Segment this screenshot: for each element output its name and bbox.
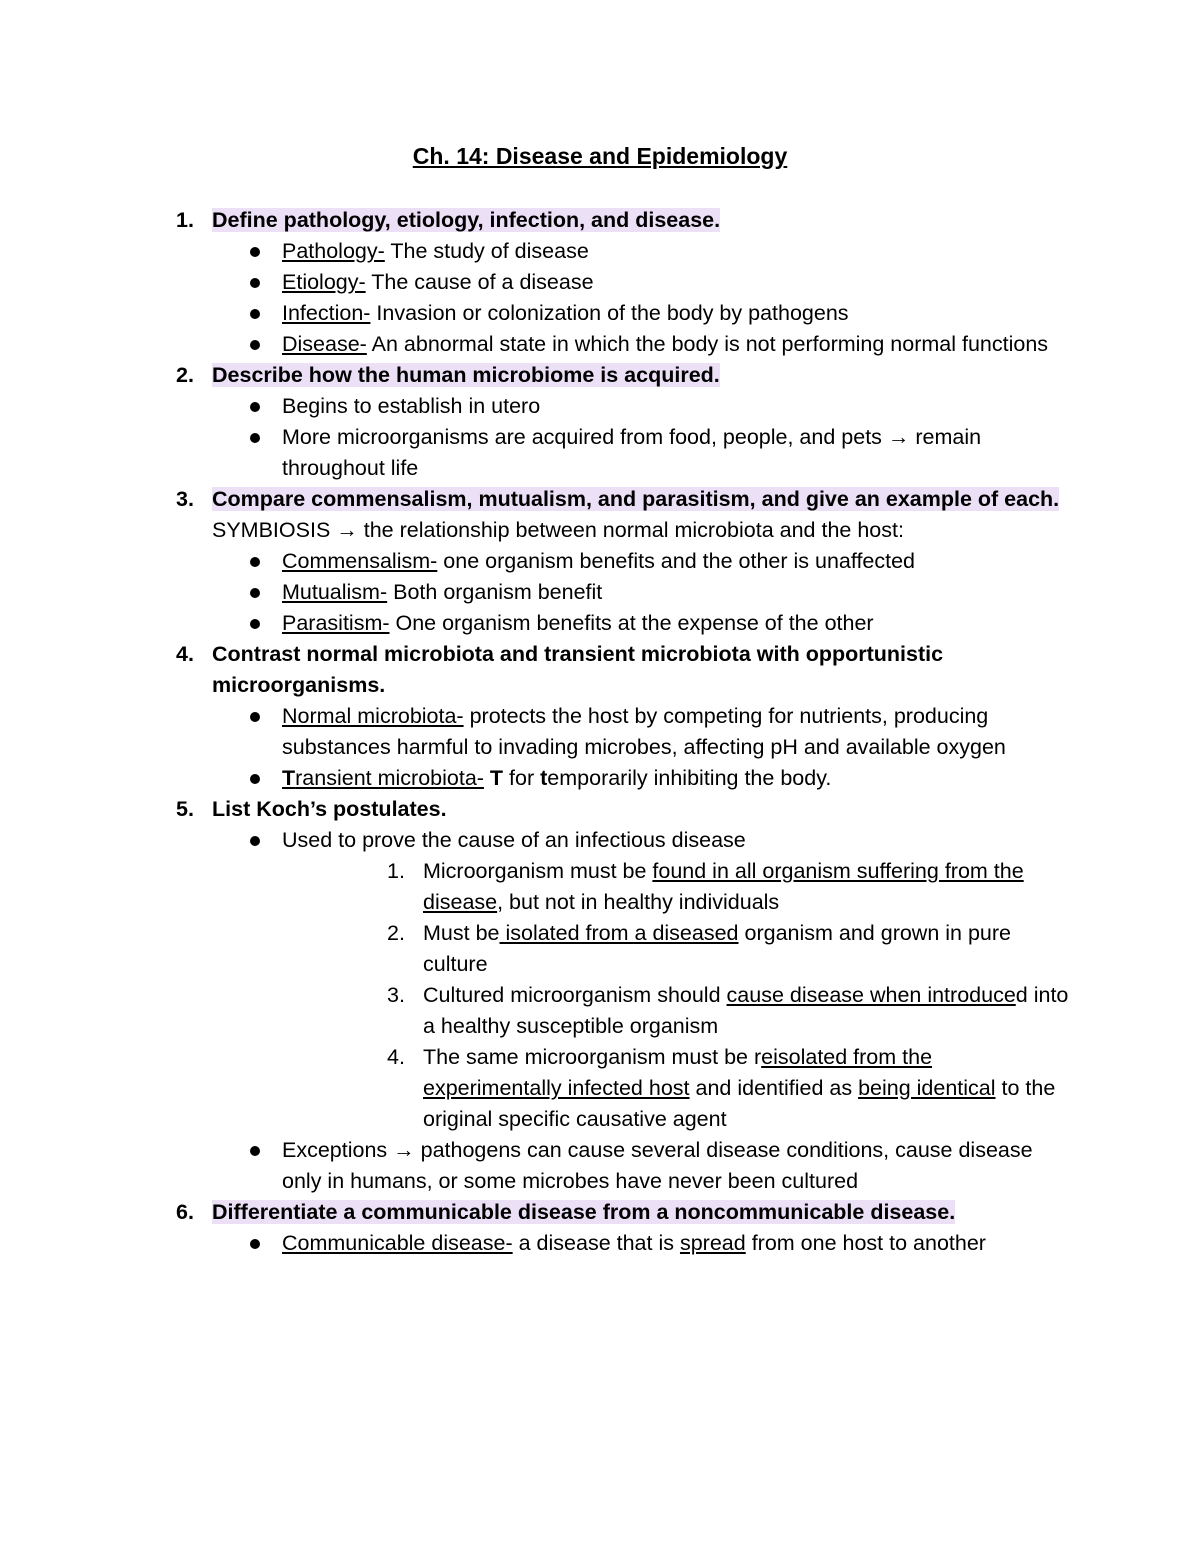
postulate-emphasis: cause disease when introduce (726, 983, 1016, 1007)
bullet-icon (250, 774, 260, 784)
postulate-text: and identified as (689, 1076, 859, 1100)
question-5 (176, 794, 1076, 825)
term: Parasitism- (282, 611, 390, 635)
definition: protects the host by competing for nutrients, producing substances harmful to invading microbes, affecting pH and available oxygen (282, 704, 1006, 759)
postulate-item (387, 1042, 1076, 1135)
page-title: Ch. 14: Disease and Epidemiology (412, 143, 788, 169)
definition: The cause of a disease (365, 270, 594, 294)
bullet-icon (250, 402, 260, 412)
definition: One organism benefits at the expense of the other (389, 611, 874, 635)
bullet-icon (250, 340, 260, 350)
list-item-text: More microorganisms are acquired from food, people, and pets → remain throughout life (282, 425, 982, 480)
postulate-text: Cultured microorganism should (423, 983, 727, 1007)
term: Normal microbiota- (282, 704, 464, 728)
postulate-emphasis: isolated from a diseased (499, 921, 739, 945)
definition: emporarily inhibiting the body. (547, 766, 832, 790)
postulate-text: The same microorganism must be r (423, 1045, 762, 1069)
postulate-number: 4. (387, 1045, 405, 1069)
list-item-text: Begins to establish in utero (282, 394, 541, 418)
mnemonic-letter: t (540, 766, 548, 790)
bullet-icon (250, 712, 260, 722)
question-3 (176, 484, 1076, 515)
list-item (282, 298, 1076, 329)
definition-emphasis: spread (679, 1231, 746, 1255)
bullet-icon (250, 309, 260, 319)
term: Communicable disease- (282, 1231, 513, 1255)
question-text: List Koch’s postulates. (212, 797, 447, 821)
question-2 (176, 360, 1076, 391)
note-text: SYMBIOSIS → the relationship between normal microbiota and the host: (212, 518, 904, 542)
list-item (282, 608, 1076, 639)
question-number: 4. (176, 642, 194, 666)
bullet-icon (250, 278, 260, 288)
list-item (282, 701, 1076, 763)
term: Infection- (282, 301, 371, 325)
term: Etiology- (282, 270, 366, 294)
mnemonic-letter: T (489, 766, 504, 790)
postulate-text: d into a healthy susceptible organism (423, 983, 1069, 1038)
bullet-icon (250, 836, 260, 846)
postulate-item (387, 918, 1076, 980)
list-item (282, 1228, 1076, 1259)
term: Commensalism- (282, 549, 438, 573)
definition: a disease that is (512, 1231, 680, 1255)
question-number: 1. (176, 208, 194, 232)
question-6 (176, 1197, 1076, 1228)
question-text: Contrast normal microbiota and transient microbiota with opportunistic microorganisms. (212, 642, 944, 697)
definition: Invasion or colonization of the body by pathogens (370, 301, 849, 325)
definition: An abnormal state in which the body is not performing normal functions (366, 332, 1049, 356)
question-text: Differentiate a communicable disease from a noncommunicable disease. (212, 1200, 956, 1224)
bullet-icon (250, 1239, 260, 1249)
bullet-icon (250, 619, 260, 629)
postulate-text: to the original specific causative agent (423, 1076, 1056, 1131)
list-item (282, 329, 1076, 360)
question-number: 5. (176, 797, 194, 821)
question-text: Compare commensalism, mutualism, and parasitism, and give an example of each. (212, 487, 1060, 511)
bullet-icon (250, 1146, 260, 1156)
question-1 (176, 205, 1076, 236)
term: Disease- (282, 332, 367, 356)
definition: one organism benefits and the other is unaffected (437, 549, 916, 573)
list-item (282, 546, 1076, 577)
list-item-text: Used to prove the cause of an infectious disease (282, 828, 746, 852)
postulate-item (387, 856, 1076, 918)
term-initial: T (282, 766, 296, 790)
postulate-emphasis: being identical (858, 1076, 996, 1100)
list-item-text: Exceptions → pathogens can cause several disease conditions, cause disease only in humans, or some microbes have never been cultured (282, 1138, 1033, 1193)
bullet-icon (250, 557, 260, 567)
question-number: 6. (176, 1200, 194, 1224)
list-item (282, 236, 1076, 267)
list-item (282, 267, 1076, 298)
postulate-text: organism and grown in pure culture (423, 921, 1012, 976)
term: Mutualism- (282, 580, 388, 604)
list-item (282, 763, 1076, 794)
list-item (282, 391, 1076, 422)
postulate-text: , but not in healthy individuals (497, 890, 780, 914)
postulate-text: Microorganism must be (423, 859, 653, 883)
question-text: Describe how the human microbiome is acquired. (212, 363, 720, 387)
bullet-icon (250, 433, 260, 443)
bullet-icon (250, 588, 260, 598)
question-number: 3. (176, 487, 194, 511)
question-4 (176, 639, 1076, 701)
list-item (282, 577, 1076, 608)
list-item (282, 422, 1076, 484)
question-text: Define pathology, etiology, infection, and disease. (212, 208, 721, 232)
postulate-item (387, 980, 1076, 1042)
term: Pathology- (282, 239, 385, 263)
postulate-text: Must be (423, 921, 500, 945)
list-item (282, 1135, 1076, 1197)
postulate-emphasis: found in all organism suffering from the disease (423, 859, 1024, 914)
definition: for (503, 766, 541, 790)
definition: from one host to another (745, 1231, 986, 1255)
term: ransient microbiota- (295, 766, 484, 790)
postulate-number: 3. (387, 983, 405, 1007)
definition: The study of disease (384, 239, 589, 263)
definition: Both organism benefit (387, 580, 603, 604)
list-item (282, 825, 1076, 856)
bullet-icon (250, 247, 260, 257)
document-body (176, 205, 1076, 1259)
postulate-emphasis: eisolated from the experimentally infected host (423, 1045, 933, 1100)
question-number: 2. (176, 363, 194, 387)
postulate-number: 2. (387, 921, 405, 945)
postulate-number: 1. (387, 859, 405, 883)
